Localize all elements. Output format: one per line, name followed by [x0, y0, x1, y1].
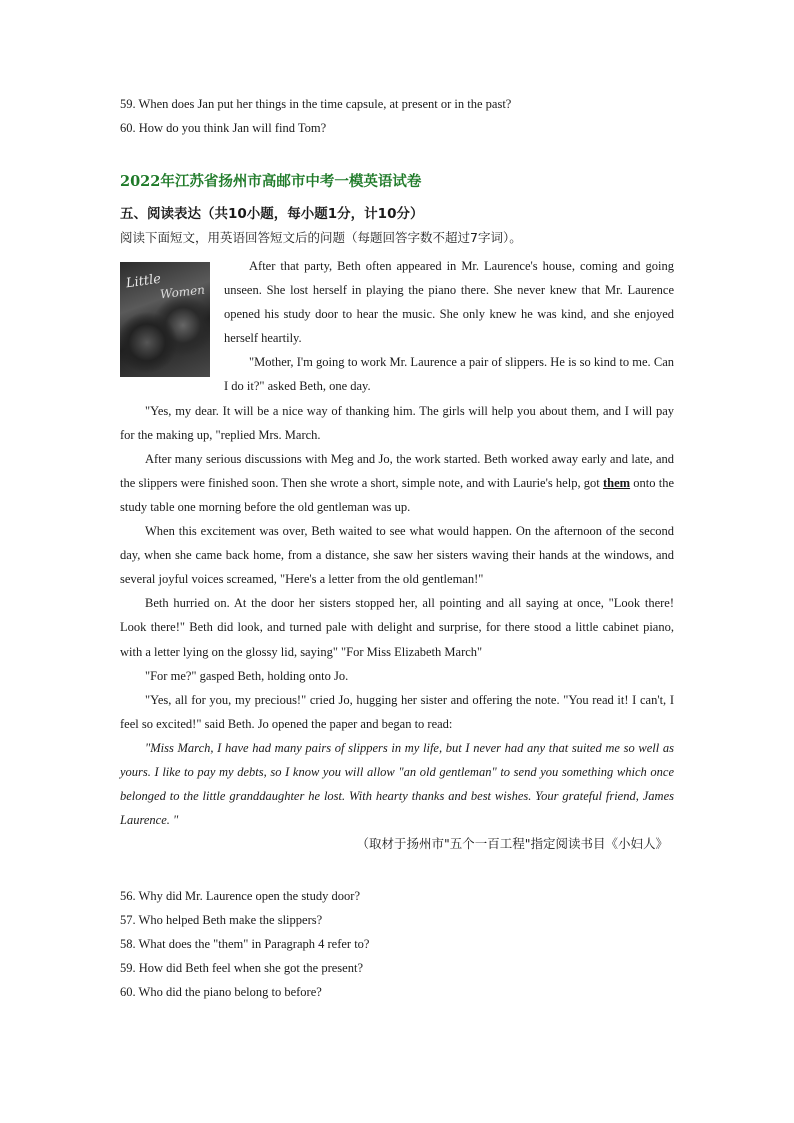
paragraph-1: After that party, Beth often appeared in Mr. Laurence's house, coming and going unseen. She lost herself in playing the piano there. She never knew that Mr. Laurence opened his study door to hear the music. She only knew he was kind, and she enjoyed herself heartily. [224, 259, 674, 346]
paragraph-6: Beth hurried on. At the door her sisters stopped her, all pointing and all saying at once, "Look there! Look there!" Beth did look, and turned pale with delight and surprise, for there stood a little cabinet piano, with a letter lying on the glossy lid, saying" "For Miss Elizabeth March" [120, 596, 674, 659]
exam-title: 2022年江苏省扬州市高邮市中考一模英语试卷 [120, 173, 422, 190]
question-57: 57. Who helped Beth make the slippers? [120, 913, 323, 927]
reading-passage [120, 254, 674, 856]
instruction-text: 阅读下面短文，用英语回答短文后的问题（每题回答字数不超过7字词）。 [120, 230, 522, 245]
highlighted-them: them [603, 475, 631, 490]
paragraph-5: When this excitement was over, Beth waited to see what would happen. On the afternoon of the second day, when she came back home, from a distance, she saw her sisters waving their hands at the windows, and several joyful voices screamed, "Here's a letter from the old gentleman!" [120, 524, 674, 587]
paragraph-2: "Mother, I'm going to work Mr. Laurence a pair of slippers. He is so kind to me. Can I do it?" asked Beth, one day. [224, 355, 674, 394]
question-60: 60. Who did the piano belong to before? [120, 985, 322, 999]
question-59-prev: 59. When does Jan put her things in the time capsule, at present or in the past? [120, 97, 512, 111]
question-list [120, 884, 369, 1004]
source-note: （取材于扬州市"五个一百工程"指定阅读书目《小妇人》 [356, 836, 668, 852]
image-caption-2: Women [159, 282, 206, 302]
question-56: 56. Why did Mr. Laurence open the study door? [120, 889, 360, 903]
paragraph-4-before: After many serious discussions with Meg and Jo, the work started. Beth worked away early and late, and the slippers were finished soon. Then she wrote a short, simple note, and with Laurie's help, got [120, 451, 674, 490]
paragraph-7: "For me?" gasped Beth, holding onto Jo. [145, 668, 349, 683]
paragraph-8: "Yes, all for you, my precious!" cried Jo, hugging her sister and offering the note. "You read it! I can't, I feel so excited!" said Beth. Jo opened the paper and began to read: [120, 692, 674, 731]
question-58: 58. What does the "them" in Paragraph 4 refer to? [120, 937, 370, 951]
paragraph-4 [120, 447, 674, 519]
paragraph-4-after: onto the study table one morning before the old gentleman was up. [120, 475, 675, 514]
book-cover-image [120, 262, 210, 377]
image-caption-1: Little [125, 271, 162, 292]
question-60-prev: 60. How do you think Jan will find Tom? [120, 121, 327, 135]
letter-paragraph: "Miss March, I have had many pairs of slippers in my life, but I never had any that suited me so well as yours. I like to pay my debts, so I know you will allow "an old gentleman" to send you something which once belonged to the little granddaughter he lost. With hearty thanks and best wishes. Your grateful friend, James Laurence. " [120, 740, 674, 828]
question-59: 59. How did Beth feel when she got the present? [120, 961, 363, 975]
section-heading: 五、阅读表达（共10小题，每小题1分，计10分） [120, 206, 424, 222]
paragraph-3: "Yes, my dear. It will be a nice way of thanking him. The girls will help you about them, and I will pay for the making up, "replied Mrs. March. [120, 403, 674, 442]
